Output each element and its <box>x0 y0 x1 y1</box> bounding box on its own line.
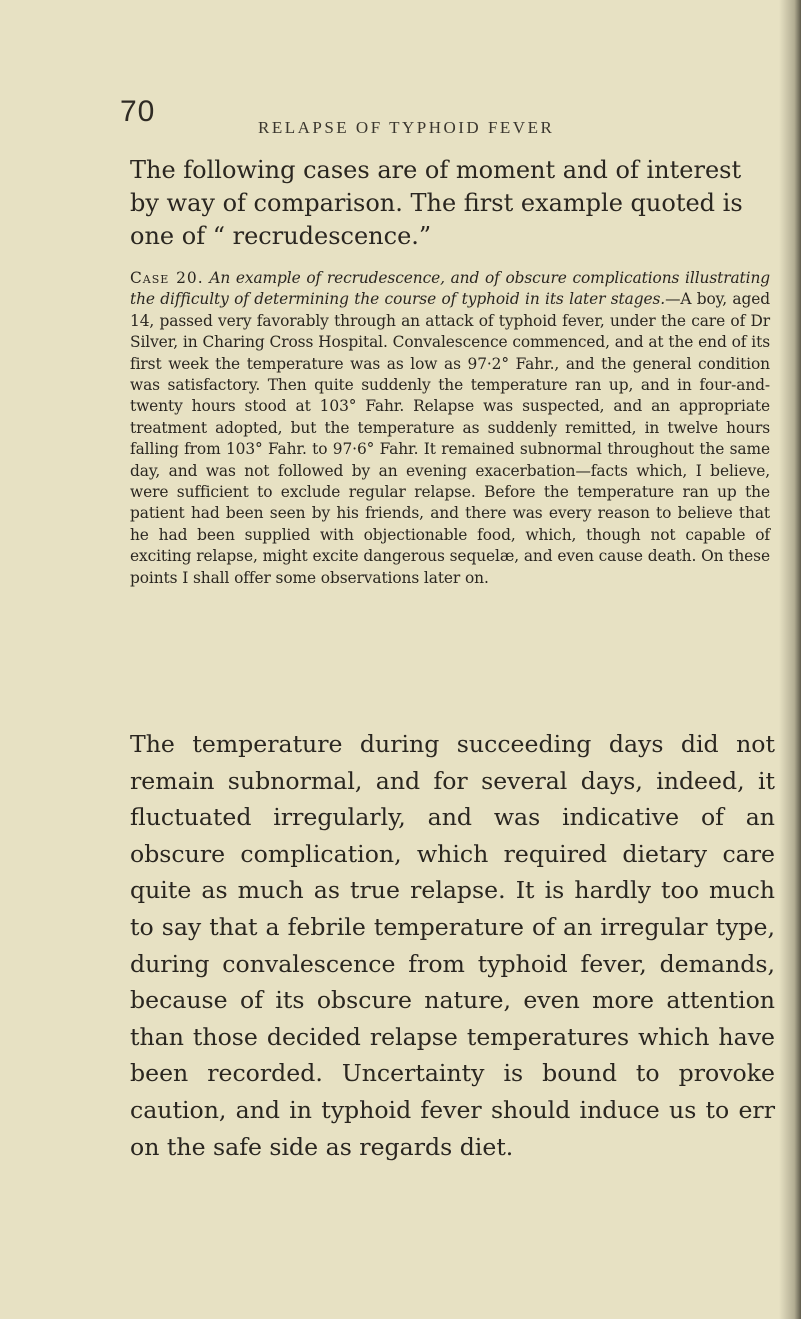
running-head: RELAPSE OF TYPHOID FEVER <box>258 118 555 137</box>
conclusion-paragraph: The temperature during succeeding days did not remain subnormal, and for several days, indeed, it fluctuated irregularly, and was indicative of an obscure complication, which required dietary care quite as much as true relapse. It is hardly too much to say that a febrile temperature of an irregular type, during convalescence from typhoid fever, demands, because of its obscure nature, even more attention than those decided relapse temperatures which have been recorded. Uncertainty is bound to provoke caution, and in typhoid fever should induce us to err on the safe side as regards diet. <box>130 730 775 1161</box>
case-body: —A boy, aged 14, passed very favorably through an attack of typhoid fever, under the care of Dr Silver, in Charing Cross Hospital. Convalescence commenced, and at the end of its first week the temperature was as low as 97·2° Fahr., and the general condition was satisfactory. Then quite suddenly the temperature ran up, and in four-and-twenty hours stood at 103° Fahr. Relapse was suspected, and an appropriate treatment adopted, but the temperature as suddenly remitted, in twelve hours falling from 103° Fahr. to 97·6° Fahr. It remained subnormal throughout the same day, and was not followed by an evening exacerbation—facts which, I believe, were sufficient to exclude regular relapse. Before the temperature ran up the patient had been seen by his friends, and there was every reason to believe that he had been supplied with objectionable food, which, though not capable of exciting relapse, might excite dangerous sequelæ, and even cause death. On these points I shall offer some observations later on. <box>130 290 770 587</box>
case-title: An example of recrudescence, and of obscure complications illustrating the difficulty of determining the course of typhoid in its later stages. <box>130 269 771 309</box>
case-paragraph <box>130 268 770 589</box>
page-edge-shadow <box>779 0 801 1319</box>
case-label: Case 20. <box>130 269 204 287</box>
page-number: 70 <box>120 95 156 128</box>
intro-paragraph: The following cases are of moment and of interest by way of comparison. The first example quoted is one of “ recrudescence.” <box>130 156 743 250</box>
